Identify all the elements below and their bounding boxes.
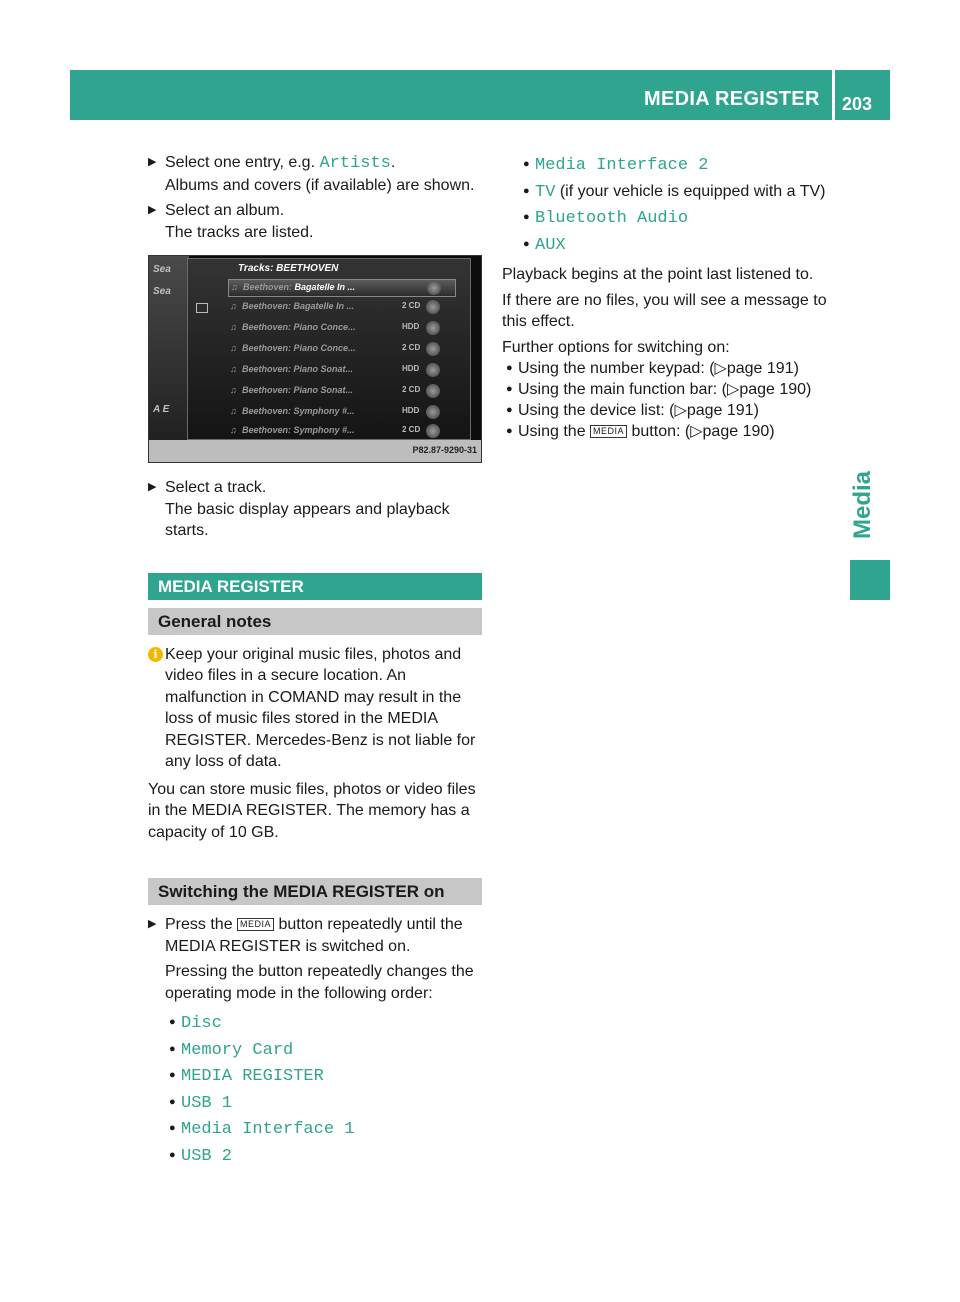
right-column bbox=[502, 152, 838, 442]
mode-list-continued bbox=[502, 152, 838, 258]
note-icon: ♫ bbox=[230, 364, 237, 374]
further-options-paragraph: Further options for switching on: bbox=[502, 338, 730, 356]
step-select-album: ▶ Select an album. The tracks are listed. bbox=[148, 202, 314, 241]
knob-icon bbox=[426, 384, 440, 398]
track-row[interactable]: ♫ Beethoven: Piano Conce... HDD bbox=[228, 320, 454, 336]
step-result: The basic display appears and playback starts. bbox=[165, 500, 450, 539]
knob-icon bbox=[426, 300, 440, 314]
side-tab bbox=[843, 470, 883, 540]
screenshot-left-menu: Sea Sea A E bbox=[149, 256, 189, 462]
page-ref-link[interactable]: page 190 bbox=[739, 381, 807, 398]
list-item: ● USB 2 bbox=[169, 1146, 233, 1166]
subsection-switching: Switching the MEDIA REGISTER on bbox=[148, 878, 482, 905]
page-ref-icon: ▷ bbox=[674, 402, 687, 419]
info-note: i Keep your original music files, photos and video files in a secure location. An malfunction in COMAND may result in the loss of music files stored in the MEDIA REGISTER. Mercedes-Benz is not liable for any loss of data. bbox=[148, 644, 482, 773]
note-icon: ♫ bbox=[230, 343, 237, 353]
step-select-track: ▶ Select a track. The basic display appears and playback starts. bbox=[148, 479, 450, 539]
playback-paragraph: Playback begins at the point last listened to. bbox=[502, 266, 814, 283]
knob-icon bbox=[426, 424, 440, 438]
comand-screenshot bbox=[148, 255, 482, 463]
step-arrow-icon: ▶ bbox=[148, 156, 157, 168]
tracks-title: Tracks: BEETHOVEN bbox=[238, 263, 339, 274]
info-icon: i bbox=[148, 647, 163, 662]
left-column bbox=[148, 152, 482, 1169]
tracks-panel bbox=[187, 258, 471, 440]
image-code: P82.87-9290-31 bbox=[412, 445, 477, 455]
list-item: ● Memory Card bbox=[169, 1040, 294, 1060]
knob-icon bbox=[426, 321, 440, 335]
knob-icon bbox=[426, 405, 440, 419]
folder-icon bbox=[196, 303, 208, 313]
list-item: ● Bluetooth Audio bbox=[523, 209, 689, 228]
step-arrow-icon: ▶ bbox=[148, 204, 157, 216]
step-arrow-icon: ▶ bbox=[148, 918, 157, 930]
no-files-paragraph: If there are no files, you will see a message to this effect. bbox=[502, 291, 827, 330]
track-row[interactable]: ♫ Beethoven: Bagatelle In ... 2 CD bbox=[228, 299, 454, 315]
page-ref-link[interactable]: page 190 bbox=[702, 423, 770, 440]
note-icon: ♫ bbox=[230, 425, 237, 435]
list-item: ● AUX bbox=[523, 235, 566, 255]
track-row[interactable]: ♫ Beethoven: Symphony #... HDD bbox=[228, 404, 454, 420]
page-ref-icon: ▷ bbox=[727, 381, 740, 398]
list-item: ● Using the MEDIA button: (▷page 190) bbox=[506, 423, 775, 440]
page-title: MEDIA REGISTER bbox=[644, 88, 820, 110]
track-row[interactable]: ♫ Beethoven: Piano Conce... 2 CD bbox=[228, 341, 454, 357]
list-item: ● MEDIA REGISTER bbox=[169, 1067, 324, 1086]
step-result: Albums and covers (if available) are shown. bbox=[165, 176, 475, 194]
note-icon: ♫ bbox=[230, 301, 237, 311]
page-ref-icon: ▷ bbox=[690, 423, 703, 440]
subsection-general-notes: General notes bbox=[148, 608, 482, 635]
note-icon: ♫ bbox=[230, 385, 237, 395]
code-artists: Artists bbox=[319, 154, 391, 173]
media-key-icon: MEDIA bbox=[237, 918, 274, 931]
track-row[interactable]: ♫ Beethoven: Piano Sonat... HDD bbox=[228, 362, 454, 378]
section-heading: MEDIA REGISTER bbox=[148, 573, 482, 600]
knob-icon bbox=[426, 342, 440, 356]
list-item: ● Using the number keypad: (▷page 191) bbox=[506, 360, 799, 377]
track-row[interactable]: ♫ Beethoven: Bagatelle In ... bbox=[228, 279, 456, 297]
page-number: 203 bbox=[842, 94, 873, 114]
screenshot-footer bbox=[149, 440, 481, 462]
list-item: ● TV (if your vehicle is equipped with a TV) bbox=[523, 182, 826, 202]
list-item: ● Disc bbox=[169, 1014, 222, 1033]
track-row[interactable]: ♫ Beethoven: Piano Sonat... 2 CD bbox=[228, 383, 454, 399]
list-item: ● Media Interface 1 bbox=[169, 1120, 355, 1139]
list-item: ● Using the device list: (▷page 191) bbox=[506, 402, 759, 419]
step-press-media: ▶ Press the MEDIA button repeatedly until the MEDIA REGISTER is switched on. bbox=[148, 916, 463, 955]
options-list bbox=[502, 358, 838, 442]
list-item: ● USB 1 bbox=[169, 1093, 233, 1113]
page-ref-icon: ▷ bbox=[714, 360, 727, 377]
note-icon: ♫ bbox=[231, 282, 238, 292]
side-tab-label: Media bbox=[849, 470, 877, 540]
side-tab-block bbox=[850, 560, 890, 600]
list-item: ● Media Interface 2 bbox=[523, 156, 709, 175]
note-icon: ♫ bbox=[230, 322, 237, 332]
list-item: ● Using the main function bar: (▷page 190) bbox=[506, 381, 812, 398]
store-paragraph: You can store music files, photos or video files in the MEDIA REGISTER. The memory has a capacity of 10 GB. bbox=[148, 780, 476, 841]
mode-list bbox=[148, 1010, 482, 1169]
page-ref-link[interactable]: page 191 bbox=[726, 360, 794, 377]
note-icon: ♫ bbox=[230, 406, 237, 416]
knob-icon bbox=[426, 363, 440, 377]
step-result: The tracks are listed. bbox=[165, 223, 314, 241]
pressing-text: Pressing the button repeatedly changes the operating mode in the following order: bbox=[165, 963, 474, 1002]
header-divider bbox=[832, 70, 835, 120]
media-key-icon: MEDIA bbox=[590, 425, 627, 438]
track-row[interactable]: ♫ Beethoven: Symphony #... 2 CD bbox=[228, 423, 454, 439]
step-arrow-icon: ▶ bbox=[148, 481, 157, 493]
knob-icon bbox=[427, 281, 441, 295]
page-ref-link[interactable]: page 191 bbox=[686, 402, 754, 419]
step-select-entry: ▶ Select one entry, e.g. Artists. Albums and covers (if available) are shown. bbox=[148, 154, 475, 194]
